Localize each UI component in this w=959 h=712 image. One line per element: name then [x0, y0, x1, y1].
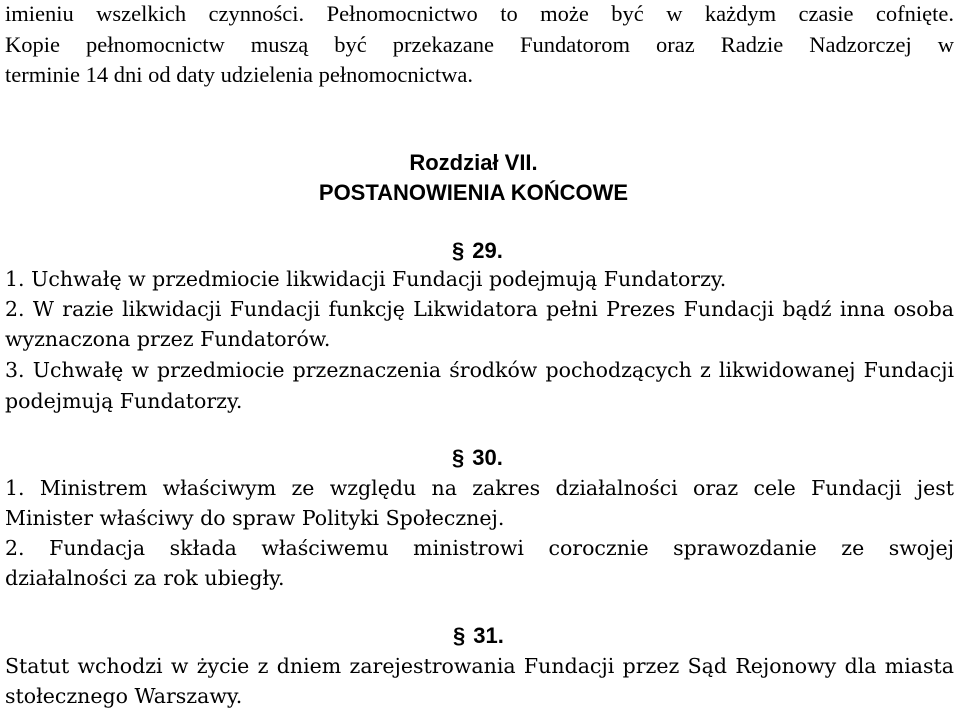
paragraph-line: Kopie pełnomocnictw muszą być przekazane Fundatorom oraz Radzie Nadzorczej w: [5, 32, 954, 57]
section-31-text: Statut wchodzi w życie z dniem zarejestrowania Fundacji przez Sąd Rejonowy dla miasta: [5, 654, 954, 678]
section-30-item-2-cont: działalności za rok ubiegły.: [5, 566, 285, 590]
section-29-item-2: 2. W razie likwidacji Fundacji funkcję Likwidatora pełni Prezes Fundacji bądź inna osoba: [5, 297, 954, 321]
section-29-item-3: 3. Uchwałę w przedmiocie przeznaczenia środków pochodzących z likwidowanej Fundacji: [5, 358, 954, 382]
section-29-item-3-cont: podejmują Fundatorzy.: [5, 389, 243, 413]
section-heading-29: [452, 238, 503, 264]
section-symbol: §: [452, 238, 465, 263]
section-29-item-1: 1. Uchwałę w przedmiocie likwidacji Fundacji podejmują Fundatorzy.: [5, 267, 727, 291]
chapter-title: Rozdział VII.: [409, 150, 538, 175]
paragraph-line: terminie 14 dni od daty udzielenia pełnomocnictwa.: [5, 62, 473, 87]
section-heading-31: [453, 623, 504, 649]
section-30-item-1-cont: Minister właściwy do spraw Polityki Społecznej.: [5, 506, 505, 530]
section-symbol: §: [453, 623, 466, 648]
section-30-item-1: 1. Ministrem właściwym ze względu na zakres działalności oraz cele Fundacji jest: [5, 476, 954, 500]
section-30-item-2: 2. Fundacja składa właściwemu ministrowi corocznie sprawozdanie ze swojej: [5, 536, 954, 560]
section-heading-30: [452, 445, 503, 471]
section-29-item-2-cont: wyznaczona przez Fundatorów.: [5, 327, 331, 351]
section-number: 29.: [472, 238, 503, 263]
chapter-subtitle: POSTANOWIENIA KOŃCOWE: [318, 180, 629, 205]
section-31-text-cont: stołecznego Warszawy.: [5, 684, 243, 708]
paragraph-line: imieniu wszelkich czynności. Pełnomocnictwo to może być w każdym czasie cofnięte.: [5, 1, 954, 26]
section-symbol: §: [452, 445, 465, 470]
section-number: 31.: [473, 623, 504, 648]
section-number: 30.: [472, 445, 503, 470]
